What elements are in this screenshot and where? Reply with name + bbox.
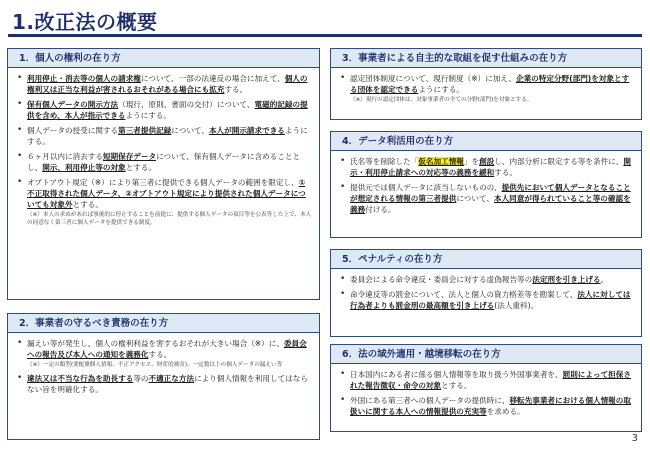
list-item: • 日本国内にある者に係る個人情報等を取り扱う外国事業者を、罰則によって担保された報告徴収・命令の対象とする。 — [339, 369, 634, 391]
list-item: • 提供元では個人データに該当しないものの、提供先において個人データとなることが想定される情報の第三者提供について、本人同意が得られていること等の確認を義務付ける。 — [339, 182, 634, 215]
list-item: • 違法又は不当な行為を助長する等の不適正な方法により個人情報を利用してはならない旨を明確化する。 — [16, 373, 312, 395]
list-item: • ６ヶ月以内に消去する短期保存データについて、保有個人データに含めることとし、開示、利用停止等の対象とする。 — [16, 151, 312, 173]
list-item: • 利用停止・消去等の個人の請求権について、一部の法違反の場合に加えて、個人の権利又は正当な利益が害されるおそれがある場合にも拡充する。 — [16, 73, 312, 95]
section-individual-rights — [7, 48, 320, 300]
list-item: • 保有個人データの開示方法（現行、原則、書面の交付）について、電磁的記録の提供を含め、本人が指示できるようにする。 — [16, 99, 312, 121]
list-item: • オプトアウト規定（※）により第三者に提供できる個人データの範囲を限定し、①不正取得された個人データ、②オプトアウト規定により提供された個人データについても対象外とする。 — [16, 177, 312, 210]
list-item: • 漏えい等が発生し、個人の権利利益を害するおそれが大きい場合（※）に、委員会への報告及び本人への通知を義務化する。 — [16, 338, 312, 360]
list-item: • 氏名等を削除した「仮名加工情報」を創設し、内部分析に限定する等を条件に、開示・利用停止請求への対応等の義務を緩和する。 — [339, 156, 634, 178]
section-heading: 1．個人の権利の在り方 — [8, 49, 319, 68]
page-number: 3 — [631, 433, 638, 444]
page-title: 1.改正法の概要 — [12, 10, 158, 34]
section-business-obligations — [7, 313, 320, 440]
section-penalties — [330, 249, 642, 337]
list-item: • 外国にある第三者への個人データの提供時に、移転先事業者における個人情報の取扱いに関する本人への情報提供の充実等を求める。 — [339, 395, 634, 417]
footnote: （※）現行の認定団体は、対象事業者の全ての分野(部門)を対象とする。 — [350, 97, 533, 103]
footnote: （※）一定の類型(要配慮個人情報、不正アクセス、財産的被害)、一定数以上の個人データの漏えい等 — [27, 362, 283, 368]
section-extraterritorial — [330, 344, 642, 432]
list-item: • 個人データの授受に関する第三者提供記録について、本人が開示請求できるようにする。 — [16, 125, 312, 147]
section-heading: 6．法の域外適用・越境移転の在り方 — [331, 345, 641, 364]
section-data-utilization — [330, 131, 642, 238]
list-item: • 命令違反等の罰金について、法人と個人の資力格差等を勘案して、法人に対しては行為者よりも罰金刑の最高額を引き上げる(法人重科)。 — [339, 289, 634, 311]
section-heading: 4．データ利活用の在り方 — [331, 132, 641, 151]
list-item: • 委員会による命令違反・委員会に対する虚偽報告等の法定刑を引き上げる。 — [339, 274, 634, 285]
section-heading: 5．ペナルティの在り方 — [331, 250, 641, 269]
title-underline — [8, 34, 642, 37]
section-heading: 3．事業者による自主的な取組を促す仕組みの在り方 — [331, 49, 641, 68]
section-heading: 2．事業者の守るべき責務の在り方 — [8, 314, 319, 333]
section-voluntary-efforts — [330, 48, 642, 120]
footnote: （※）本人の求めがあれば事後的に停止することを前提に、提供する個人データの項目等を公表等した上で、本人の同意なく第三者に個人データを提供できる制度。 — [27, 212, 312, 226]
highlighted-term: 仮名加工情報 — [418, 157, 464, 166]
list-item: • 認定団体制度について、現行制度（※）に加え、企業の特定分野(部門)を対象とする団体を認定できるようにする。 — [339, 73, 634, 95]
